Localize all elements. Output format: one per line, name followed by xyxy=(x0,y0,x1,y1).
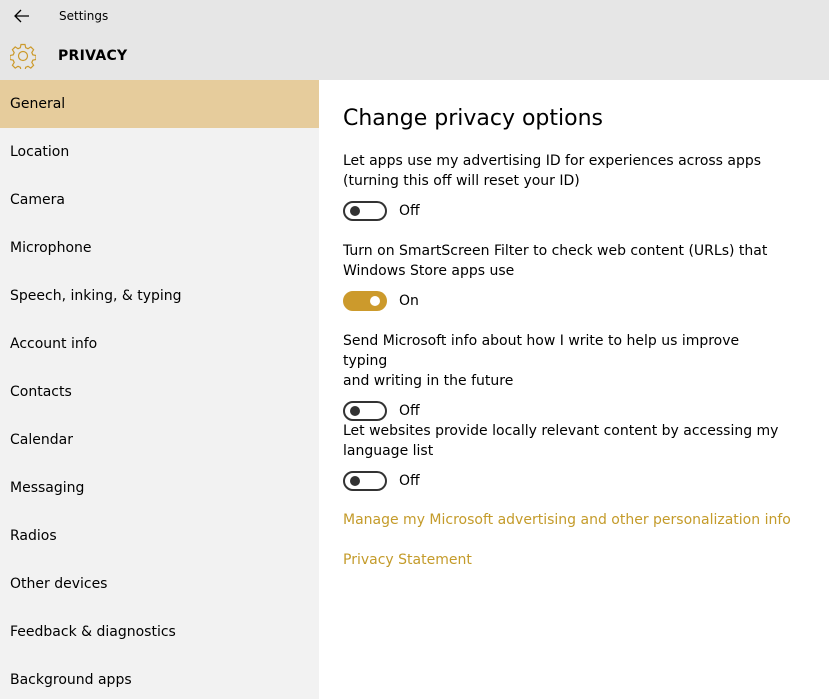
sidebar-item-label: Account info xyxy=(10,336,98,352)
advertising-id-toggle[interactable] xyxy=(343,201,387,221)
toggle-state-label: Off xyxy=(399,203,420,219)
setting-desc-line: Send Microsoft info about how I write to help us improve typing xyxy=(343,333,740,369)
sidebar-item-camera[interactable] xyxy=(0,176,319,224)
sidebar-item-label: Calendar xyxy=(10,432,73,448)
sidebar-item-label: Speech, inking, & typing xyxy=(10,288,182,304)
sidebar-item-label: Messaging xyxy=(10,480,85,496)
sidebar-item-label: Feedback & diagnostics xyxy=(10,624,176,640)
sidebar-item-background-apps[interactable] xyxy=(0,656,319,699)
title-bar xyxy=(0,0,829,34)
setting-advertising-id xyxy=(343,151,783,222)
sidebar-item-label: Contacts xyxy=(10,384,72,400)
setting-desc-line: language list xyxy=(343,443,434,459)
sidebar-item-label: Camera xyxy=(10,192,65,208)
toggle-row xyxy=(343,290,783,312)
sidebar xyxy=(0,80,319,699)
setting-description xyxy=(343,151,783,191)
toggle-row xyxy=(343,200,783,222)
toggle-state-label: Off xyxy=(399,403,420,419)
typing-info-toggle[interactable] xyxy=(343,401,387,421)
gear-icon xyxy=(10,43,36,69)
sidebar-item-general[interactable] xyxy=(0,80,319,128)
setting-desc-line: Turn on SmartScreen Filter to check web content (URLs) that xyxy=(343,243,768,259)
sidebar-item-messaging[interactable] xyxy=(0,464,319,512)
page-heading: PRIVACY xyxy=(58,48,128,64)
back-button[interactable] xyxy=(4,0,40,32)
toggle-state-label: On xyxy=(399,293,419,309)
toggle-row xyxy=(343,400,783,422)
setting-smartscreen xyxy=(343,241,783,312)
toggle-knob xyxy=(350,206,360,216)
sidebar-item-calendar[interactable] xyxy=(0,416,319,464)
sidebar-item-label: General xyxy=(10,96,66,112)
sidebar-item-label: Other devices xyxy=(10,576,108,592)
setting-desc-line: Windows Store apps use xyxy=(343,263,515,279)
sidebar-item-account-info[interactable] xyxy=(0,320,319,368)
sidebar-item-label: Location xyxy=(10,144,70,160)
toggle-row xyxy=(343,470,783,492)
sidebar-item-radios[interactable] xyxy=(0,512,319,560)
main-content xyxy=(319,80,829,699)
setting-description xyxy=(343,241,783,281)
arrow-left-icon xyxy=(14,9,30,23)
setting-language-list xyxy=(343,421,783,492)
sidebar-item-label: Radios xyxy=(10,528,57,544)
sidebar-item-other-devices[interactable] xyxy=(0,560,319,608)
setting-description xyxy=(343,421,783,461)
setting-typing-info xyxy=(343,331,783,422)
sidebar-item-label: Background apps xyxy=(10,672,132,688)
setting-desc-line: Let websites provide locally relevant content by accessing my xyxy=(343,423,779,439)
toggle-state-label: Off xyxy=(399,473,420,489)
language-list-toggle[interactable] xyxy=(343,471,387,491)
privacy-statement-link[interactable]: Privacy Statement xyxy=(343,552,472,568)
window-title: Settings xyxy=(59,9,109,23)
setting-desc-line: (turning this off will reset your ID) xyxy=(343,173,580,189)
toggle-knob xyxy=(370,296,380,306)
toggle-knob xyxy=(350,406,360,416)
sidebar-item-contacts[interactable] xyxy=(0,368,319,416)
smartscreen-toggle[interactable] xyxy=(343,291,387,311)
setting-desc-line: Let apps use my advertising ID for experiences across apps xyxy=(343,153,762,169)
toggle-knob xyxy=(350,476,360,486)
setting-desc-line: and writing in the future xyxy=(343,373,514,389)
sidebar-item-location[interactable] xyxy=(0,128,319,176)
manage-advertising-link[interactable]: Manage my Microsoft advertising and other personalization info xyxy=(343,512,791,528)
sidebar-item-feedback[interactable] xyxy=(0,608,319,656)
sidebar-item-label: Microphone xyxy=(10,240,92,256)
page-header xyxy=(0,34,829,80)
setting-description xyxy=(343,331,783,391)
content-title: Change privacy options xyxy=(343,106,603,131)
sidebar-item-speech[interactable] xyxy=(0,272,319,320)
sidebar-item-microphone[interactable] xyxy=(0,224,319,272)
